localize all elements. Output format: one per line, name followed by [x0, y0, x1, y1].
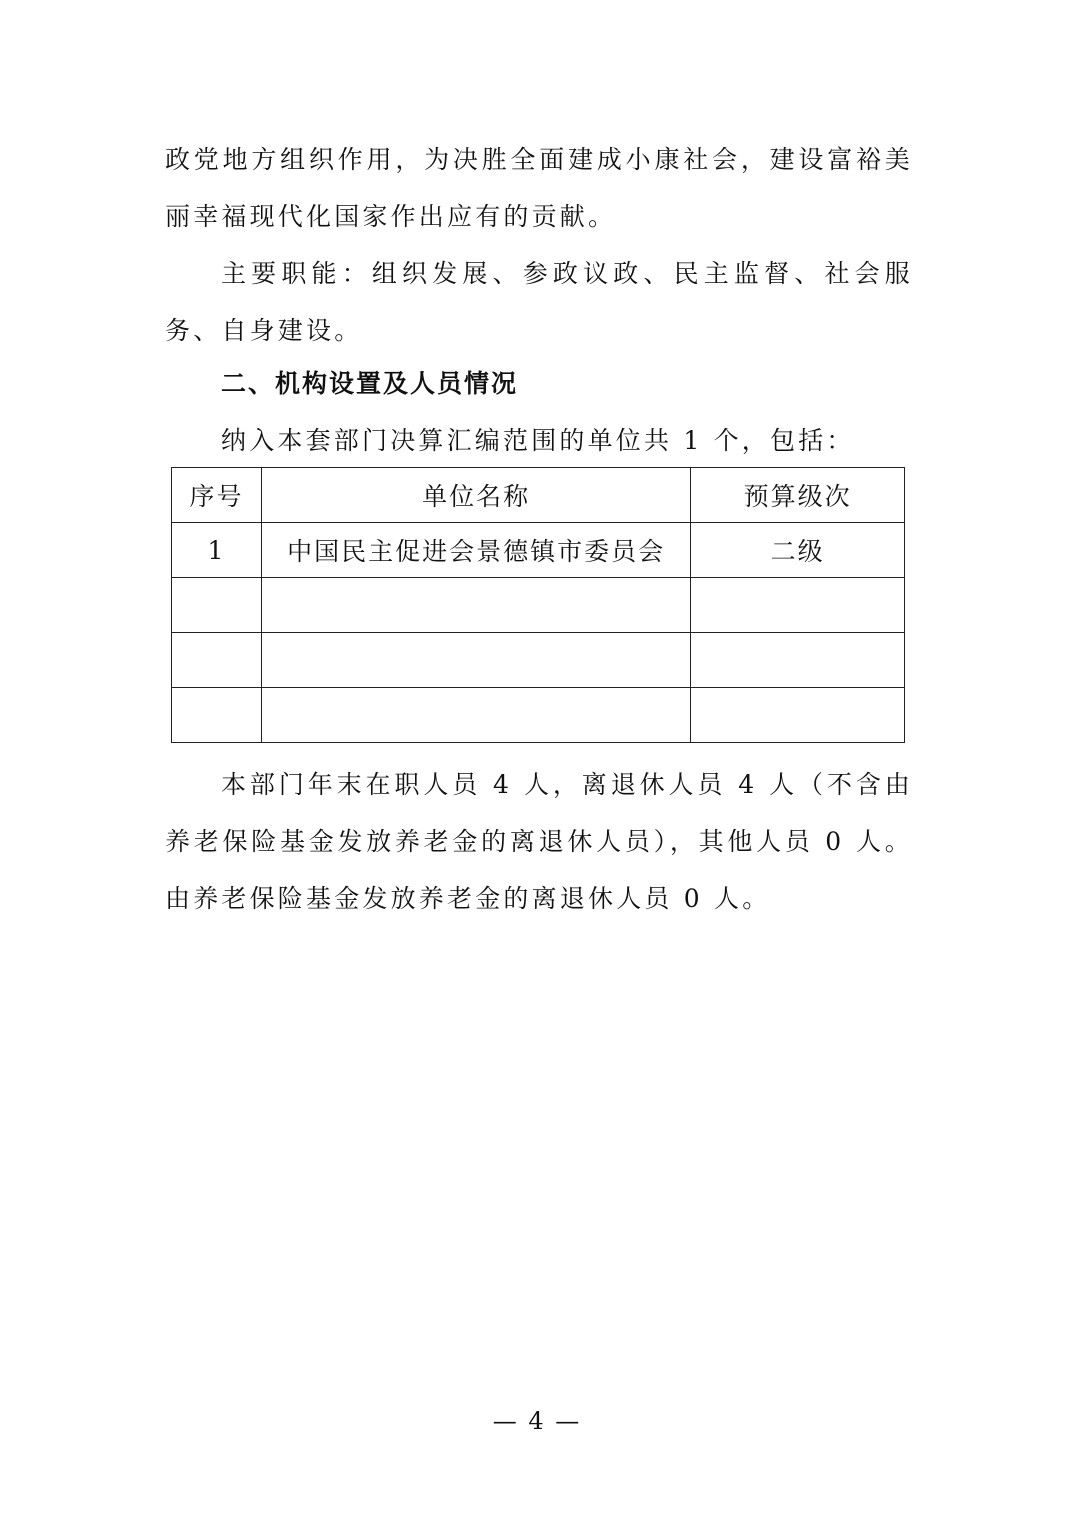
cell-serial-number: 1 — [172, 523, 262, 578]
cell-budget-level — [691, 688, 905, 743]
table-header-row — [172, 468, 905, 523]
cell-unit-name — [261, 633, 690, 688]
cell-serial-number — [172, 688, 262, 743]
table-row — [172, 523, 905, 578]
paragraph-unit-count: 纳入本套部门决算汇编范围的单位共 1 个，包括： — [221, 426, 855, 455]
paragraph-staffing: 本部门年末在职人员 4 人，离退休人员 4 人（不含由养老保险基金发放养老金的离退休人员），其他人员 0 人。由养老保险基金发放养老金的离退休人员 0 人。 — [165, 770, 913, 913]
header-serial-number: 序号 — [172, 468, 262, 523]
unit-table — [171, 467, 905, 743]
paragraph-main-functions: 主要职能：组织发展、参政议政、民主监督、社会服务、自身建设。 — [165, 259, 913, 345]
cell-budget-level — [691, 578, 905, 633]
page-number: — 4 — — [492, 1407, 582, 1435]
cell-unit-name — [261, 578, 690, 633]
cell-budget-level: 二级 — [691, 523, 905, 578]
table-row — [172, 578, 905, 633]
cell-serial-number — [172, 633, 262, 688]
header-unit-name: 单位名称 — [261, 468, 690, 523]
table-row — [172, 633, 905, 688]
header-budget-level: 预算级次 — [691, 468, 905, 523]
cell-unit-name — [261, 688, 690, 743]
cell-unit-name: 中国民主促进会景德镇市委员会 — [261, 523, 690, 578]
cell-serial-number — [172, 578, 262, 633]
section-heading: 二、机构设置及人员情况 — [221, 369, 519, 398]
cell-budget-level — [691, 633, 905, 688]
paragraph-party-role: 政党地方组织作用，为决胜全面建成小康社会，建设富裕美丽幸福现代化国家作出应有的贡献。 — [165, 145, 913, 231]
table-row — [172, 688, 905, 743]
